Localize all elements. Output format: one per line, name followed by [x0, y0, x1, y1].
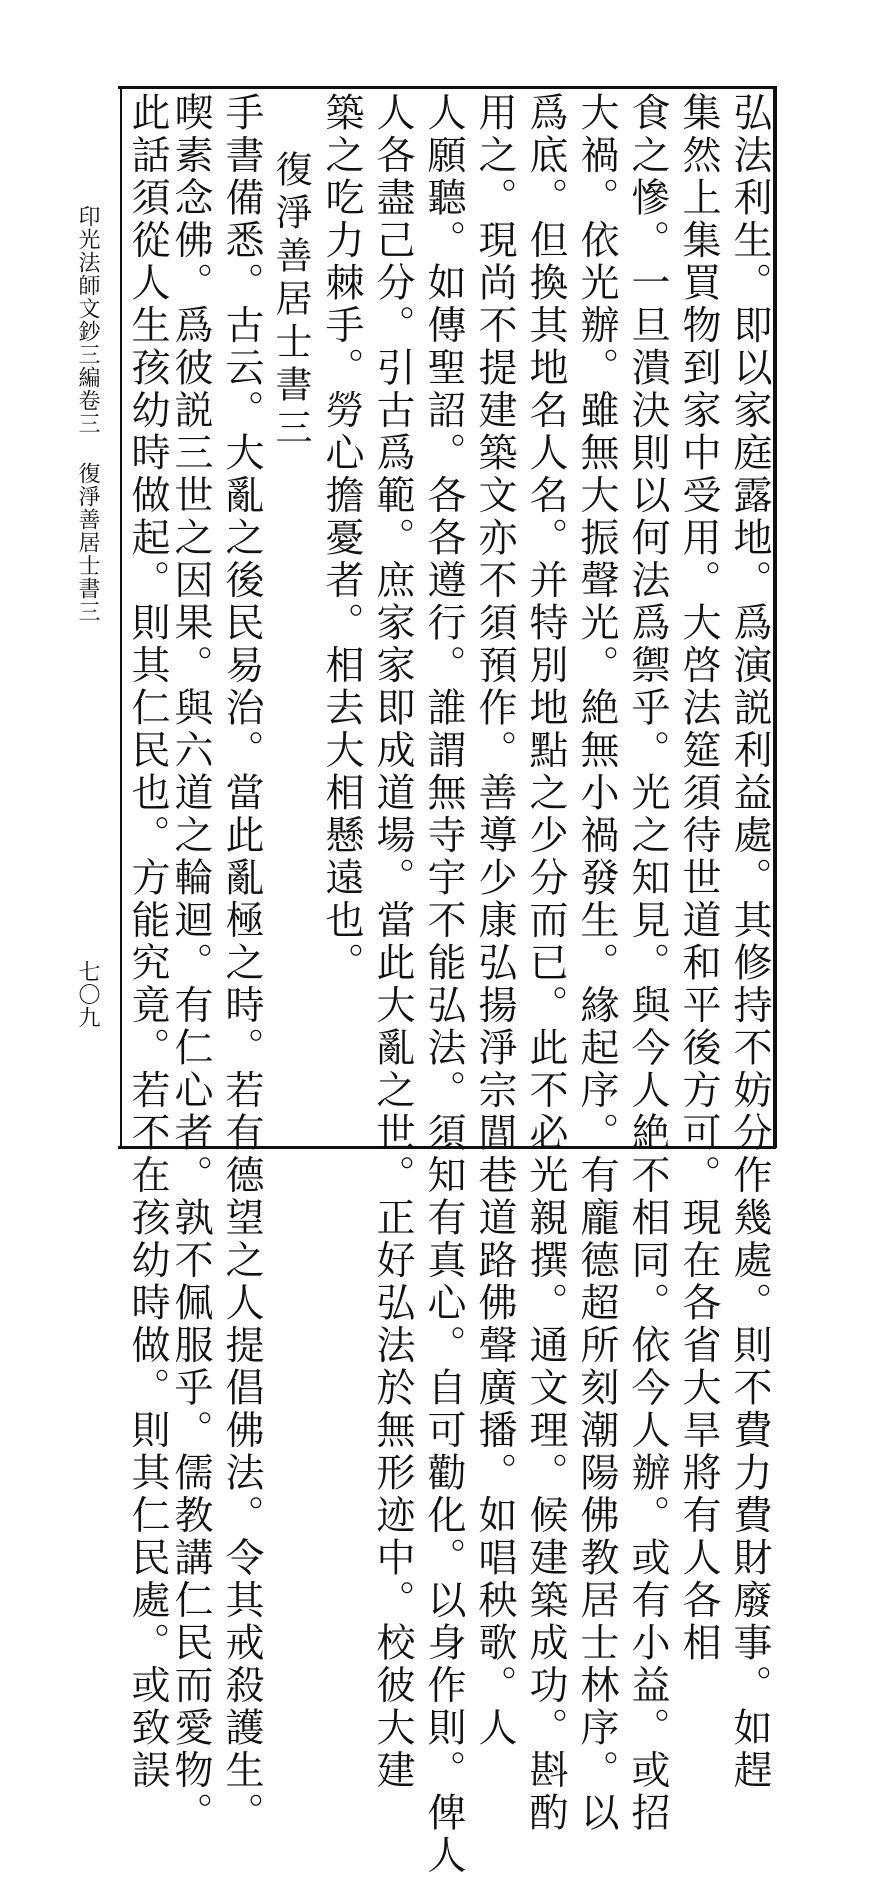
text-column-7: 人願聽。如傳聖詔。各各遵行。誰謂無寺宇不能弘法。須知有真心。自可勸化。以身作則。俾人 — [421, 92, 466, 1877]
text-column-11: 喫素念佛。爲彼説三世之因果。與六道之輪迴。有仁心者。孰不佩服乎。儒教講仁民而愛物。 — [168, 92, 213, 1835]
margin-section-title: 復淨善居士書三 — [75, 462, 100, 623]
text-column-9: 築之吃力棘手。勞心擔憂者。相去大相懸遠也。 — [319, 92, 364, 985]
text-column-5: 爲底。但換其地名人名。并特別地點之少分而已。此不必光親撰。通文理。候建築成功。斟酌 — [523, 92, 568, 1835]
text-column-10: 手書備悉。古云。大亂之後民易治。當此亂極之時。若有德望之人提倡佛法。令其戒殺護生。 — [219, 92, 264, 1835]
frame-right-border — [773, 86, 777, 1148]
text-column-8: 人各盡己分。引古爲範。庶家家即成道場。當此大亂之世。正好弘法於無形迹中。校彼大建 — [370, 92, 415, 1792]
text-column-6: 用之。現尚不提建築文亦不須預作。善導少康弘揚淨宗閭巷道路佛聲廣播。如唱秧歌。人 — [472, 92, 517, 1750]
frame-top-border — [118, 86, 776, 89]
margin-book-title: 印光法師文鈔三編卷三 — [75, 205, 100, 435]
frame-left-border — [120, 86, 122, 1148]
text-column-4: 大禍。依光辦。雖無大振聲光。絶無小禍發生。緣起序。有龐德超所刻潮陽佛教居士林序。以 — [574, 92, 619, 1835]
text-column-1: 弘法利生。即以家庭露地。爲演説利益處。其修持不妨分作幾處。則不費力費財廢事。如趕 — [727, 92, 772, 1792]
margin-page-number: 七〇九 — [75, 960, 100, 1029]
text-column-12: 此話須從人生孩幼時做起。則其仁民也。方能究竟。若不在孩幼時做。則其仁民處。或致誤 — [125, 92, 170, 1792]
letter-title: 復淨善居士書三 — [269, 150, 312, 451]
text-column-3: 食之慘。一旦潰決則以何法爲禦乎。光之知見。與今人絶不相同。依今人辦。或有小益。或招 — [625, 92, 670, 1835]
text-column-2: 集然上集買物到家中受用。大啓法筵須待世道和平後方可。現在各省大旱將有人各相 — [676, 92, 721, 1665]
